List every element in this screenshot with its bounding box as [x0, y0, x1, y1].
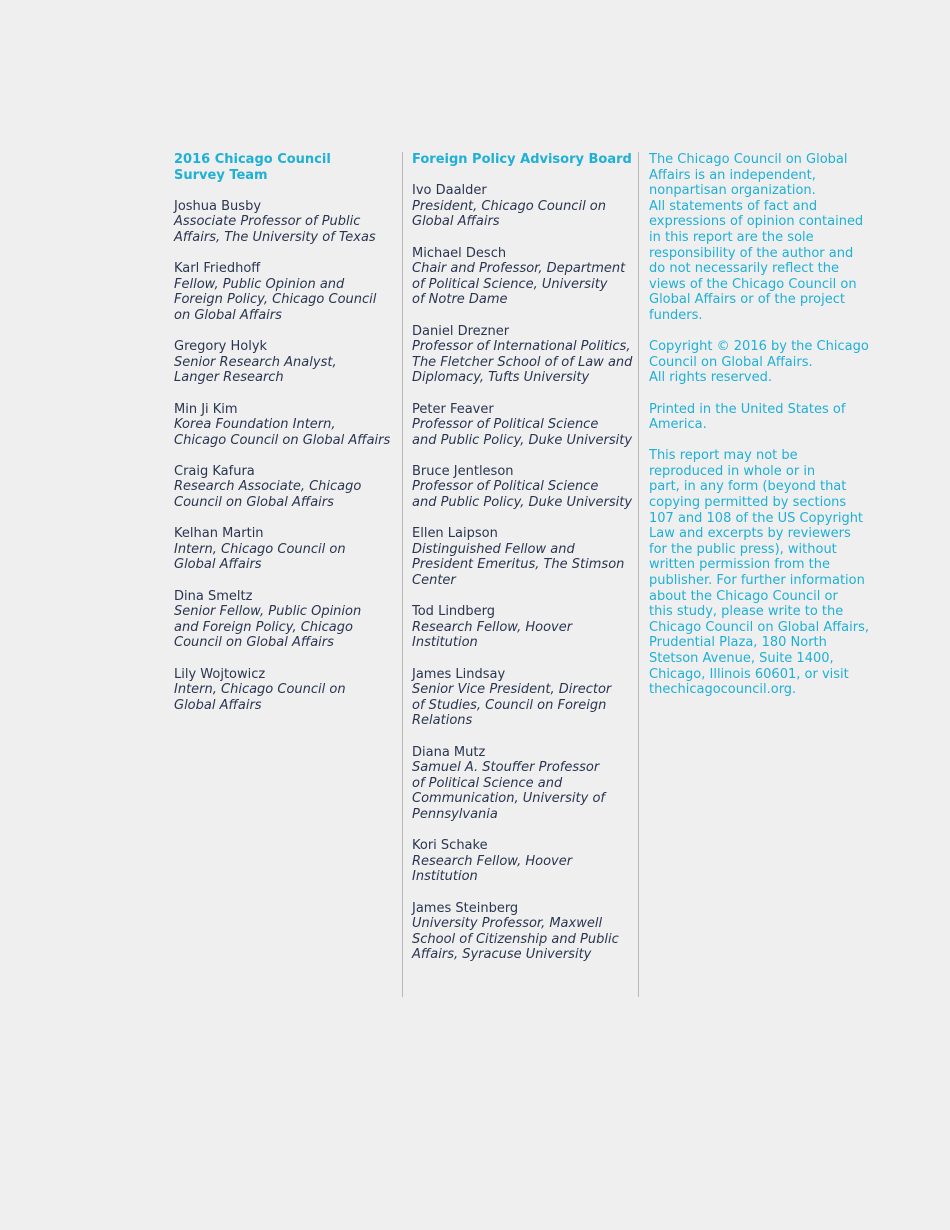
member-name: Kelhan Martin [174, 526, 264, 542]
board-member [412, 246, 634, 308]
team-member [174, 261, 394, 323]
board-member [412, 324, 634, 386]
survey-team-column [174, 152, 394, 729]
member-role: Intern, Chicago Council on Global Affairs [174, 541, 346, 573]
board-member [412, 604, 634, 651]
board-member [412, 464, 634, 511]
member-role: University Professor, Maxwell School of Citizenship and Public Affairs, Syracuse University [412, 916, 619, 963]
member-role: Research Fellow, Hoover Institution [412, 619, 573, 651]
team-member [174, 526, 394, 573]
member-name: Joshua Busby [174, 198, 262, 214]
member-name: Daniel Drezner [412, 323, 510, 339]
member-role: President, Chicago Council on Global Affairs [412, 198, 607, 230]
advisory-board-heading: Foreign Policy Advisory Board [412, 152, 632, 167]
team-member [174, 589, 394, 651]
member-name: Ellen Laipson [412, 526, 498, 542]
member-name: Karl Friedhoff [174, 261, 261, 277]
member-role: Samuel A. Stouffer Professor of Political Science and Communication, University of Pennsylvania [412, 760, 605, 822]
member-role: Associate Professor of Public Affairs, The University of Texas [174, 214, 376, 245]
member-name: Ivo Daalder [412, 183, 487, 199]
member-name: Bruce Jentleson [412, 463, 514, 479]
reproduction-notice: This report may not be reproduced in whole or in part, in any form (beyond that copying permitted by sections 107 and 108 of the US Copyright Law and excerpts by reviewers for the public press), without written permission from the publisher. For further information about the Chicago Council or this study, please write to the Chicago Council on Global Affairs, Prudential Plaza, 180 North Stetson Avenue, Suite 1400, Chicago, Illinois 60601, or visit thechicagocouncil.org. [649, 448, 869, 698]
member-name: James Steinberg [412, 900, 519, 916]
column-divider [402, 152, 403, 997]
member-name: Lily Wojtowicz [174, 666, 266, 682]
member-name: Peter Feaver [412, 401, 494, 417]
board-member [412, 183, 634, 230]
member-role: Senior Vice President, Director of Studies, Council on Foreign Relations [412, 682, 612, 729]
board-member [412, 402, 634, 449]
member-role: Fellow, Public Opinion and Foreign Policy, Chicago Council on Global Affairs [174, 276, 377, 323]
board-member [412, 745, 634, 823]
member-role: Korea Foundation Intern, Chicago Council on Global Affairs [174, 417, 391, 448]
member-role: Professor of International Politics, The Fletcher School of of Law and Diplomacy, Tufts University [412, 339, 633, 386]
member-name: Min Ji Kim [174, 401, 238, 417]
column-divider [638, 152, 639, 997]
member-name: Diana Mutz [412, 744, 486, 760]
team-member [174, 667, 394, 714]
member-role: Senior Research Analyst, Langer Research [174, 354, 337, 386]
member-role: Intern, Chicago Council on Global Affairs [174, 682, 346, 713]
member-name: Craig Kafura [174, 463, 255, 479]
copyright-notice: Copyright © 2016 by the Chicago Council on Global Affairs. All rights reserved. [649, 339, 869, 386]
board-member [412, 901, 634, 963]
member-name: Tod Lindberg [412, 604, 496, 620]
member-role: Distinguished Fellow and President Emeritus, The Stimson Center [412, 541, 625, 589]
member-role: Chair and Professor, Department of Political Science, University of Notre Dame [412, 261, 626, 308]
team-member [174, 402, 394, 449]
board-member [412, 667, 634, 729]
member-role: Research Fellow, Hoover Institution [412, 853, 573, 885]
notice-column [649, 152, 875, 713]
member-role: Professor of Political Science and Public Policy, Duke University [412, 417, 633, 448]
member-name: Michael Desch [412, 245, 507, 261]
member-role: Senior Fellow, Public Opinion and Foreign Policy, Chicago Council on Global Affairs [174, 604, 362, 651]
board-member [412, 838, 634, 885]
member-name: Gregory Holyk [174, 339, 268, 355]
survey-team-heading: 2016 Chicago Council Survey Team [174, 152, 331, 183]
team-member [174, 339, 394, 386]
team-member [174, 464, 394, 511]
member-role: Research Associate, Chicago Council on Global Affairs [174, 479, 362, 511]
organization-statement: The Chicago Council on Global Affairs is an independent, nonpartisan organization. All statements of fact and expressions of opinion contained in this report are the sole responsibility of the author and do not necessarily reflect the views of the Chicago Council on Global Affairs or of the project funders. [649, 152, 864, 323]
advisory-board-column [412, 152, 634, 978]
member-name: Dina Smeltz [174, 588, 253, 604]
member-name: Kori Schake [412, 838, 488, 854]
printing-notice: Printed in the United States of America. [649, 401, 846, 433]
board-member [412, 526, 634, 588]
team-member [174, 199, 394, 246]
member-name: James Lindsay [412, 666, 506, 682]
member-role: Professor of Political Science and Public Policy, Duke University [412, 479, 633, 511]
